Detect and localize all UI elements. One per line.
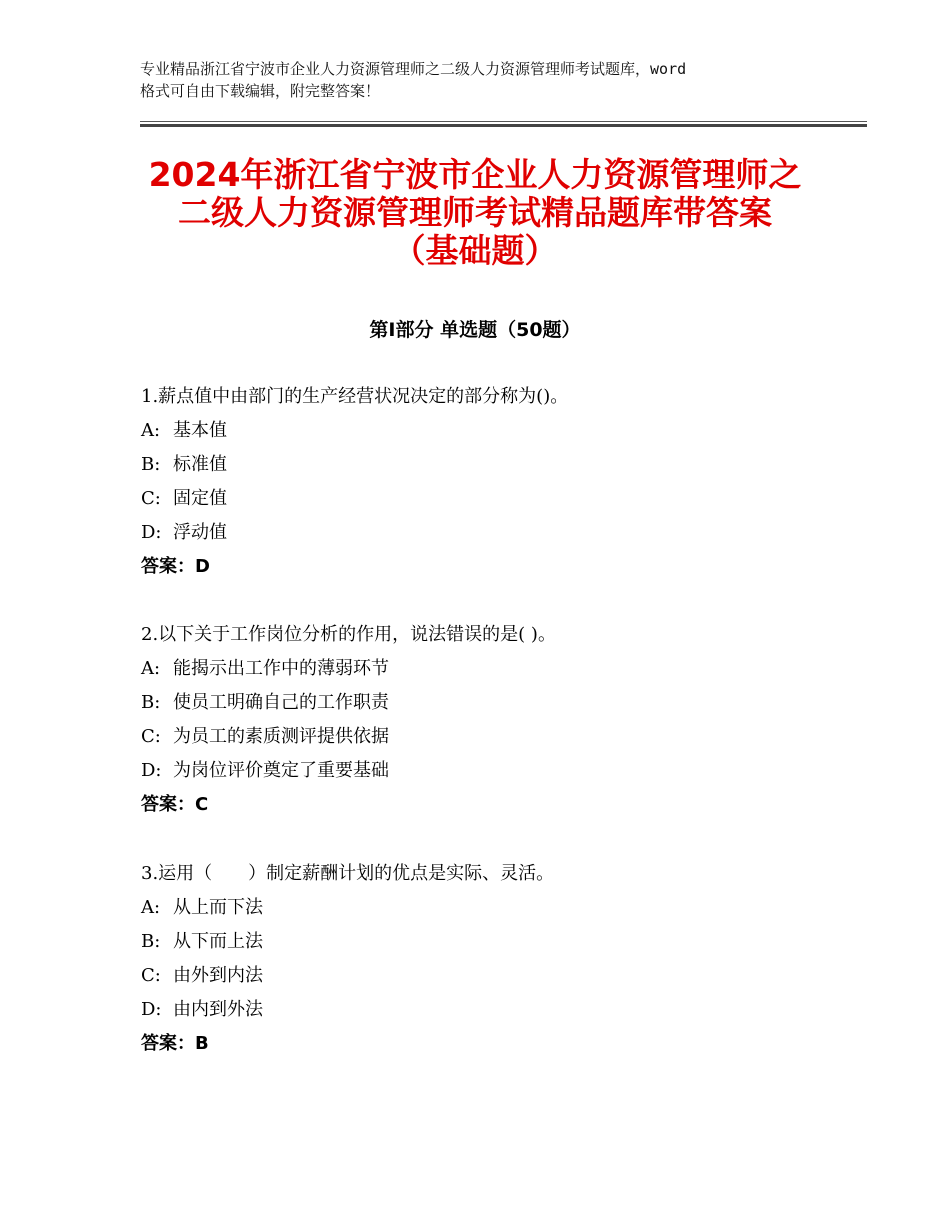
title-line-3: （基础题） <box>392 231 558 270</box>
option-text: 标准值 <box>173 454 227 475</box>
option-letter: C: <box>141 488 161 509</box>
option-letter: B: <box>141 931 161 952</box>
option-letter: B: <box>141 692 161 713</box>
question-stem: 1.薪点值中由部门的生产经营状况决定的部分称为()。 <box>141 386 569 407</box>
option-text: 从下而上法 <box>173 931 263 952</box>
option-letter: A: <box>141 658 161 679</box>
option-text: 浮动值 <box>173 522 227 543</box>
option-text: 固定值 <box>173 488 227 509</box>
question-1 <box>141 380 841 584</box>
option-d <box>141 754 841 788</box>
title-line-1: 2024年浙江省宁波市企业人力资源管理师之 <box>148 155 802 194</box>
answer-line: 答案：D <box>141 556 210 577</box>
question-3 <box>141 857 841 1061</box>
option-letter: B: <box>141 454 161 475</box>
option-letter: D: <box>141 522 162 543</box>
option-text: 由内到外法 <box>173 999 263 1020</box>
option-text: 为员工的素质测评提供依据 <box>173 726 389 747</box>
option-a <box>141 414 841 448</box>
section-heading: 第Ⅰ部分 单选题（50题） <box>369 319 581 341</box>
option-b <box>141 686 841 720</box>
option-letter: D: <box>141 760 162 781</box>
option-b <box>141 448 841 482</box>
option-c <box>141 959 841 993</box>
option-a <box>141 652 841 686</box>
option-d <box>141 516 841 550</box>
option-text: 基本值 <box>173 420 227 441</box>
header-divider-thick <box>140 124 867 127</box>
option-c <box>141 482 841 516</box>
header-divider-thin <box>140 121 867 122</box>
option-letter: C: <box>141 726 161 747</box>
document-title <box>100 156 850 270</box>
answer-line: 答案：B <box>141 1033 209 1054</box>
option-text: 从上而下法 <box>173 897 263 918</box>
header-note <box>140 58 820 102</box>
header-note-line-1: 专业精品浙江省宁波市企业人力资源管理师之二级人力资源管理师考试题库，word <box>140 60 687 78</box>
option-a <box>141 891 841 925</box>
header-note-line-2: 格式可自由下载编辑，附完整答案！ <box>140 82 381 100</box>
option-c <box>141 720 841 754</box>
option-d <box>141 993 841 1027</box>
answer-line: 答案：C <box>141 794 209 815</box>
option-b <box>141 925 841 959</box>
title-line-2: 二级人力资源管理师考试精品题库带答案 <box>178 193 772 232</box>
option-text: 为岗位评价奠定了重要基础 <box>173 760 389 781</box>
option-text: 由外到内法 <box>173 965 263 986</box>
option-text: 能揭示出工作中的薄弱环节 <box>173 658 389 679</box>
option-text: 使员工明确自己的工作职责 <box>173 692 389 713</box>
question-stem: 3.运用（ ）制定薪酬计划的优点是实际、灵活。 <box>141 863 555 884</box>
option-letter: D: <box>141 999 162 1020</box>
option-letter: A: <box>141 420 161 441</box>
option-letter: C: <box>141 965 161 986</box>
question-stem: 2.以下关于工作岗位分析的作用，说法错误的是( )。 <box>141 624 556 645</box>
question-2 <box>141 618 841 822</box>
option-letter: A: <box>141 897 161 918</box>
